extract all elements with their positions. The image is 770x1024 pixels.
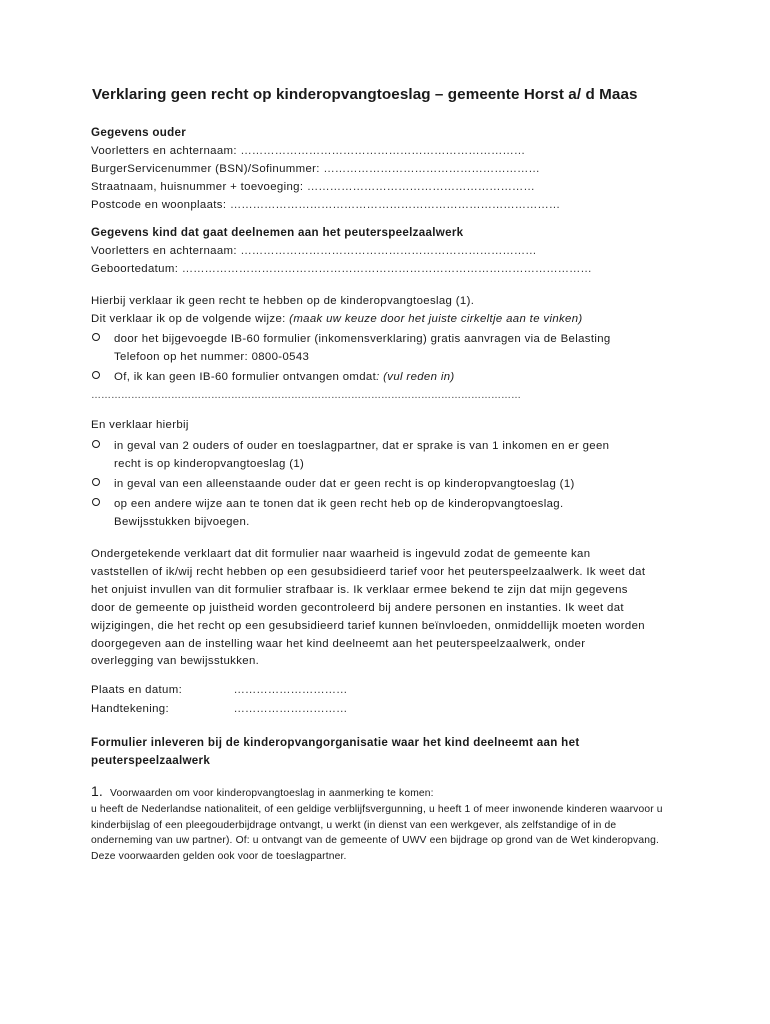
option-two-parents-label: in geval van 2 ouders of ouder en toeslagpartner, dat er sprake is van 1 inkomen en er geen recht is op kinderopvangtoeslag (1)	[114, 440, 610, 470]
place-date-field[interactable]	[91, 681, 691, 700]
parent-postcode-label: Postcode en woonplaats:	[91, 199, 227, 211]
option-other-proof-label: op een andere wijze aan te tonen dat ik geen recht heb op de kinderopvangtoeslag. Bewijsstukken bijvoegen.	[114, 498, 564, 528]
option-other-proof[interactable]	[91, 495, 634, 531]
option-single-parent[interactable]	[91, 475, 674, 493]
parent-section	[91, 124, 691, 214]
reason-dots-field[interactable]: …………………………………………………………………………………………………………………	[91, 390, 521, 401]
footnote-title-line	[91, 784, 671, 802]
parent-section-heading: Gegevens ouder	[91, 126, 187, 139]
parent-address-field[interactable]	[91, 178, 691, 196]
radio-circle-icon[interactable]	[92, 371, 100, 379]
parent-bsn-field[interactable]	[91, 160, 691, 178]
option-no-ib60-text: Of, ik kan geen IB-60 formulier ontvangen omdat	[114, 371, 377, 383]
option-no-ib60-hint: : (vul reden in)	[376, 371, 455, 383]
signature-dots: …………………………	[233, 703, 348, 715]
document-title: Verklaring geen recht op kinderopvangtoeslag – gemeente Horst a/ d Maas	[92, 86, 638, 103]
submit-heading: Formulier inleveren bij de kinderopvangorganisatie waar het kind deelneemt aan het peuterspeelzaalwerk	[91, 736, 580, 767]
place-date-label: Plaats en datum:	[91, 684, 183, 696]
footnote-body: u heeft de Nederlandse nationaliteit, of een geldige verblijfsvergunning, u heeft 1 of meer inwonende kinderen waarvoor u kinderbijslag of een pleegouderbijdrage ontvangt, u werkt (in dienst van een werkgever, als zelfstandige of in de onderneming van uw partner). Of: u ontvangt van de gemeente of UWV een bijdrage op grond van de Wet kinderopvang.	[91, 803, 663, 847]
signature-label: Handtekening:	[91, 703, 170, 715]
option-two-parents[interactable]	[91, 437, 634, 473]
parent-address-label: Straatnaam, huisnummer + toevoeging:	[91, 181, 304, 193]
child-name-field[interactable]	[91, 242, 691, 260]
child-birthdate-dots: ………………………………………………………………………………………………	[181, 263, 592, 275]
option-ib60-label: door het bijgevoegde IB-60 formulier (inkomensverklaring) gratis aanvragen via de Belasting Telefoon op het nummer: 0800-0543	[114, 333, 611, 363]
radio-circle-icon[interactable]	[92, 333, 100, 341]
option-single-parent-label: in geval van een alleenstaande ouder dat er geen recht is op kinderopvangtoeslag (1)	[114, 478, 575, 490]
radio-circle-icon[interactable]	[92, 498, 100, 506]
child-section-heading: Gegevens kind dat gaat deelnemen aan het peuterspeelzaalwerk	[91, 226, 464, 239]
signature-section	[91, 681, 691, 719]
undersigned-paragraph: Ondergetekende verklaart dat dit formulier naar waarheid is ingevuld zodat de gemeente kan vaststellen of ik/wij recht hebben op een gesubsidieerd tarief voor het peuterspeelzaalwerk. Ik weet dat het onjuist invullen van dit formulier strafbaar is. Ik verklaar ermee bekend te zijn dat mijn gegevens door de gemeente op juistheid worden gecontroleerd bij andere personen en instanties. Ik weet dat wijzigingen, die het recht op een gesubsidieerd tarief kunnen beïnvloeden, onmiddellijk moeten worden doorgegeven aan de instelling waar het kind deelneemt aan het peuterspeelzaalwerk, onder overlegging van bewijsstukken.	[91, 548, 646, 668]
declaration-line-2-hint: (maak uw keuze door het juiste cirkeltje aan te vinken)	[289, 313, 583, 325]
declaration-line-2	[91, 310, 691, 328]
declaration-line-1: Hierbij verklaar ik geen recht te hebben op de kinderopvangtoeslag (1).	[91, 295, 475, 307]
parent-name-label: Voorletters en achternaam:	[91, 145, 237, 157]
child-section	[91, 224, 691, 278]
child-birthdate-label: Geboortedatum:	[91, 263, 179, 275]
option-ib60[interactable]	[91, 330, 654, 366]
parent-address-dots: ……………………………………………………	[306, 181, 535, 193]
footnote-number: 1.	[91, 783, 103, 799]
declaration-line-2-text: Dit verklaar ik op de volgende wijze:	[91, 313, 290, 325]
footnote-section	[91, 784, 671, 865]
footnote-title: Voorwaarden om voor kinderopvangtoeslag in aanmerking te komen:	[110, 788, 434, 799]
child-name-label: Voorletters en achternaam:	[91, 245, 237, 257]
footnote-last: Deze voorwaarden gelden ook voor de toeslagpartner.	[91, 851, 347, 863]
option-no-ib60-label	[114, 368, 674, 386]
parent-bsn-label: BurgerServicenummer (BSN)/Sofinummer:	[91, 163, 320, 175]
also-declare-intro: En verklaar hierbij	[91, 419, 189, 431]
radio-circle-icon[interactable]	[92, 478, 100, 486]
parent-postcode-dots: ……………………………………………………………………………	[229, 199, 561, 211]
signature-field[interactable]	[91, 700, 691, 719]
parent-name-dots: …………………………………………………………………	[240, 145, 526, 157]
parent-postcode-field[interactable]	[91, 196, 691, 214]
parent-bsn-dots: …………………………………………………	[323, 163, 540, 175]
option-no-ib60[interactable]	[91, 368, 674, 386]
child-birthdate-field[interactable]	[91, 260, 691, 278]
parent-name-field[interactable]	[91, 142, 691, 160]
place-date-dots: …………………………	[233, 684, 348, 696]
declaration-section	[91, 292, 691, 405]
child-name-dots: ……………………………………………………………………	[240, 245, 537, 257]
also-declare-section	[91, 416, 691, 531]
radio-circle-icon[interactable]	[92, 440, 100, 448]
